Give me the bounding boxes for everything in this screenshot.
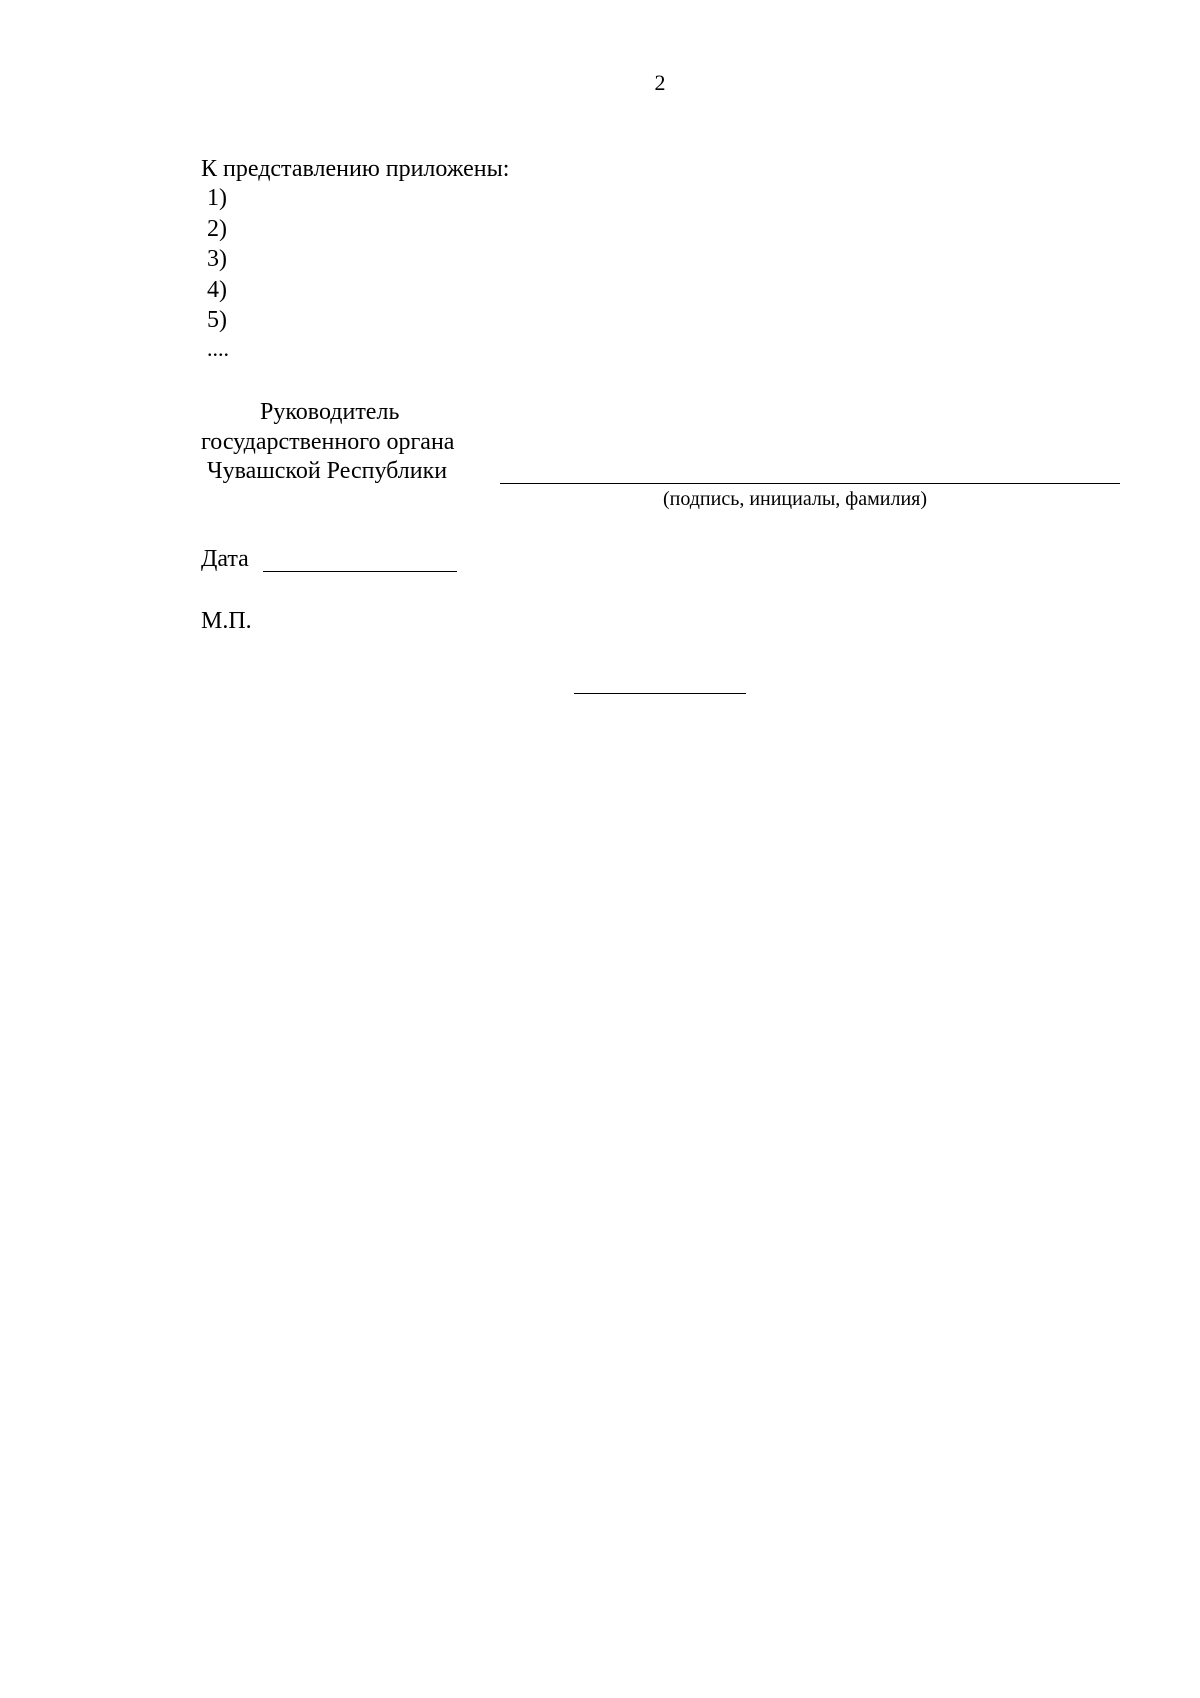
attachments-list [207, 183, 227, 336]
attachments-more: .... [207, 336, 229, 361]
list-item: 1) [207, 185, 227, 211]
signer-line-3: Чувашской Республики [207, 458, 448, 484]
signature-line [500, 483, 1120, 484]
end-divider [574, 693, 746, 694]
attachments-intro: К представлению приложены: [201, 156, 510, 182]
date-label: Дата [201, 546, 249, 572]
signer-line-1: Руководитель [260, 399, 400, 425]
date-line [263, 571, 457, 572]
signer-line-2: государственного органа [201, 428, 455, 455]
list-item: 3) [207, 246, 227, 272]
list-item: 5) [207, 307, 227, 333]
signer-title [201, 398, 454, 487]
stamp-label: М.П. [201, 608, 252, 634]
list-item: 4) [207, 276, 227, 303]
signature-caption: (подпись, инициалы, фамилия) [662, 488, 928, 510]
list-item: 2) [207, 215, 227, 242]
page-number: 2 [654, 70, 666, 95]
